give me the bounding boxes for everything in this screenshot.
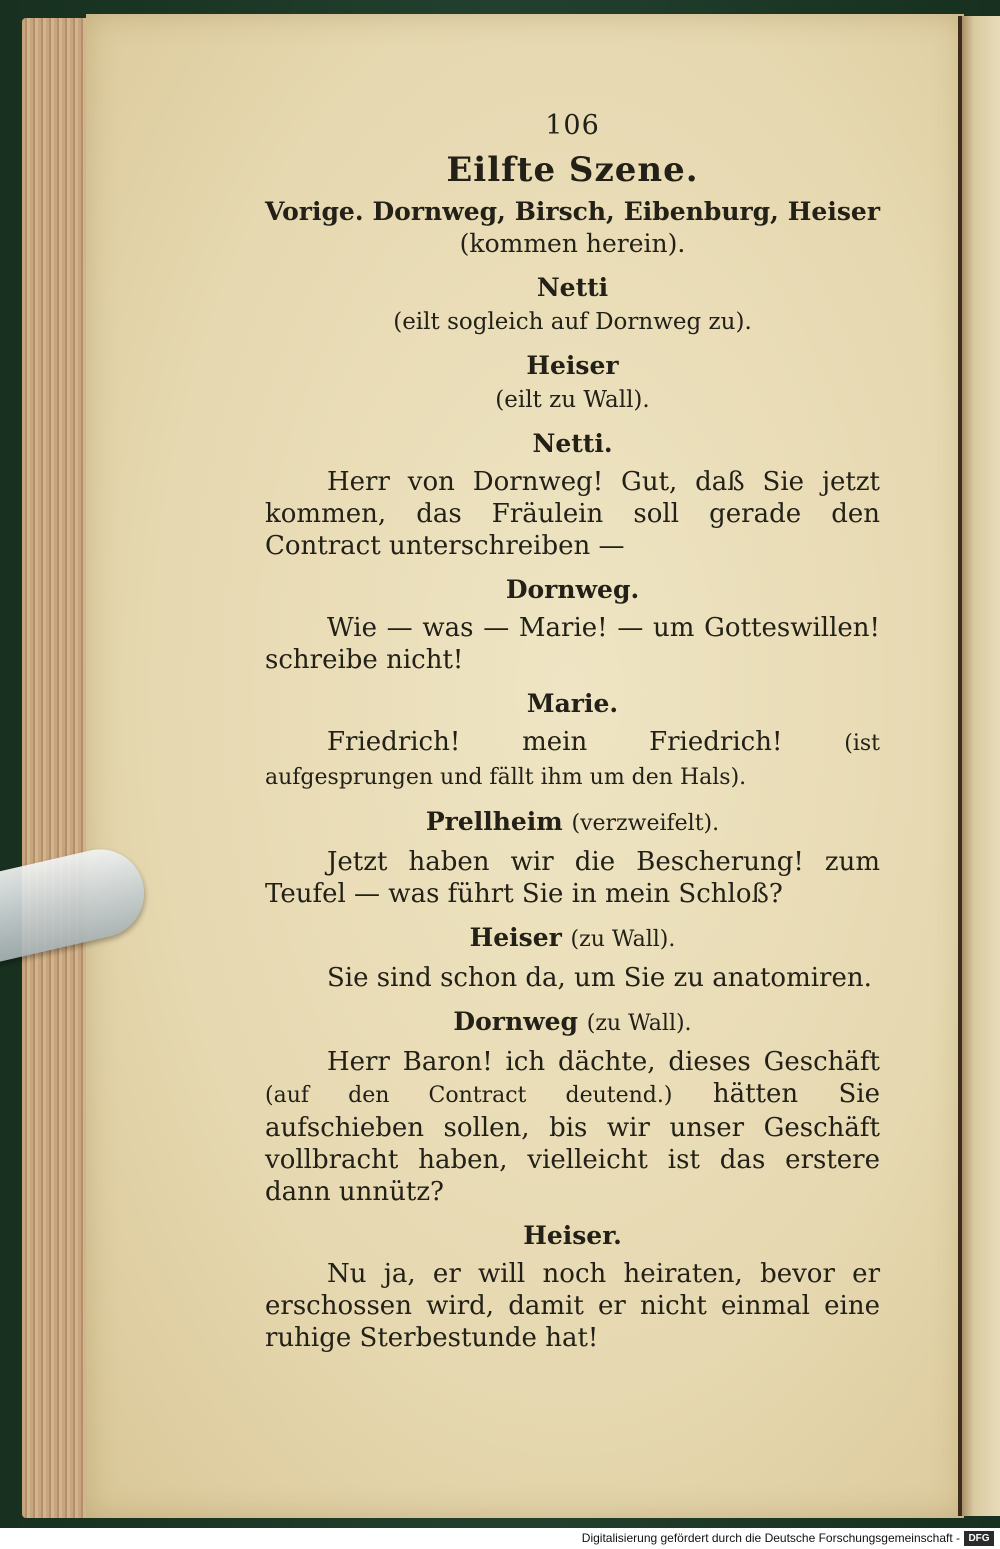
speech-part: hätten Sie aufschieben sollen, bis wir unser Geschäft vollbracht haben, vielleicht ist das erstere dann unnütz? (265, 1079, 881, 1207)
speaker-name: Heiser (526, 351, 619, 380)
speaker-line (265, 806, 880, 840)
stage-characters: Vorige. Dornweg, Birsch, Eibenburg, Heiser (265, 197, 880, 226)
scene-title: Eilfte Szene. (446, 150, 699, 190)
speaker-direction: (zu Wall). (586, 1011, 692, 1036)
speech-text: Wie — was — Marie! — um Gotteswillen! schreibe nicht! (265, 613, 880, 675)
page-text (265, 110, 880, 1354)
facing-page-edge (962, 16, 1000, 1516)
speaker-direction: (zu Wall). (570, 927, 676, 952)
footer-credit: Digitalisierung gefördert durch die Deutsche Forschungsgemeinschaft - (581, 1531, 960, 1545)
book-page-edges (22, 18, 92, 1518)
dfg-logo: DFG (964, 1531, 994, 1546)
speaker-line (265, 922, 880, 956)
speech-text: Sie sind schon da, um Sie zu anatomiren. (327, 963, 872, 993)
speaker-line (265, 1006, 880, 1040)
stage-direction: (eilt zu Wall). (495, 387, 650, 413)
stage-direction: (eilt sogleich auf Dornweg zu). (393, 309, 752, 335)
inline-direction: (ist aufgesprungen und fällt ihm um den Hals). (265, 731, 880, 790)
speech-text: Nu ja, er will noch heiraten, bevor er erschossen wird, damit er nicht einmal eine ruhige Sterbestunde hat! (265, 1259, 880, 1353)
speaker-name: Dornweg. (505, 575, 640, 604)
speaker-direction: (verzweifelt). (571, 811, 720, 836)
speech-part: Friedrich! mein Friedrich! (327, 727, 783, 757)
speech-text: Jetzt haben wir die Bescherung! zum Teufel — was führt Sie in mein Schloß? (265, 847, 880, 909)
footer-bar (0, 1528, 1000, 1549)
speaker-name: Netti (536, 273, 609, 302)
page-number: 106 (545, 110, 600, 141)
speaker-name: Netti. (532, 429, 613, 458)
speaker-name: Dornweg (453, 1007, 579, 1036)
stage-direction: (kommen herein). (459, 229, 686, 258)
speech-text (265, 1046, 880, 1208)
speech-text (265, 726, 880, 794)
inline-direction: (auf den Contract deutend.) (265, 1083, 673, 1108)
speaker-name: Heiser. (523, 1221, 622, 1250)
speaker-name: Heiser (469, 923, 562, 952)
speech-part: Herr Baron! ich dächte, dieses Geschäft (327, 1047, 880, 1077)
speaker-name: Marie. (526, 689, 619, 718)
speaker-name: Prellheim (425, 807, 563, 836)
speech-text: Herr von Dornweg! Gut, daß Sie jetzt kommen, das Fräulein soll gerade den Contract unterschreiben — (265, 467, 880, 561)
stage-intro (265, 196, 880, 260)
